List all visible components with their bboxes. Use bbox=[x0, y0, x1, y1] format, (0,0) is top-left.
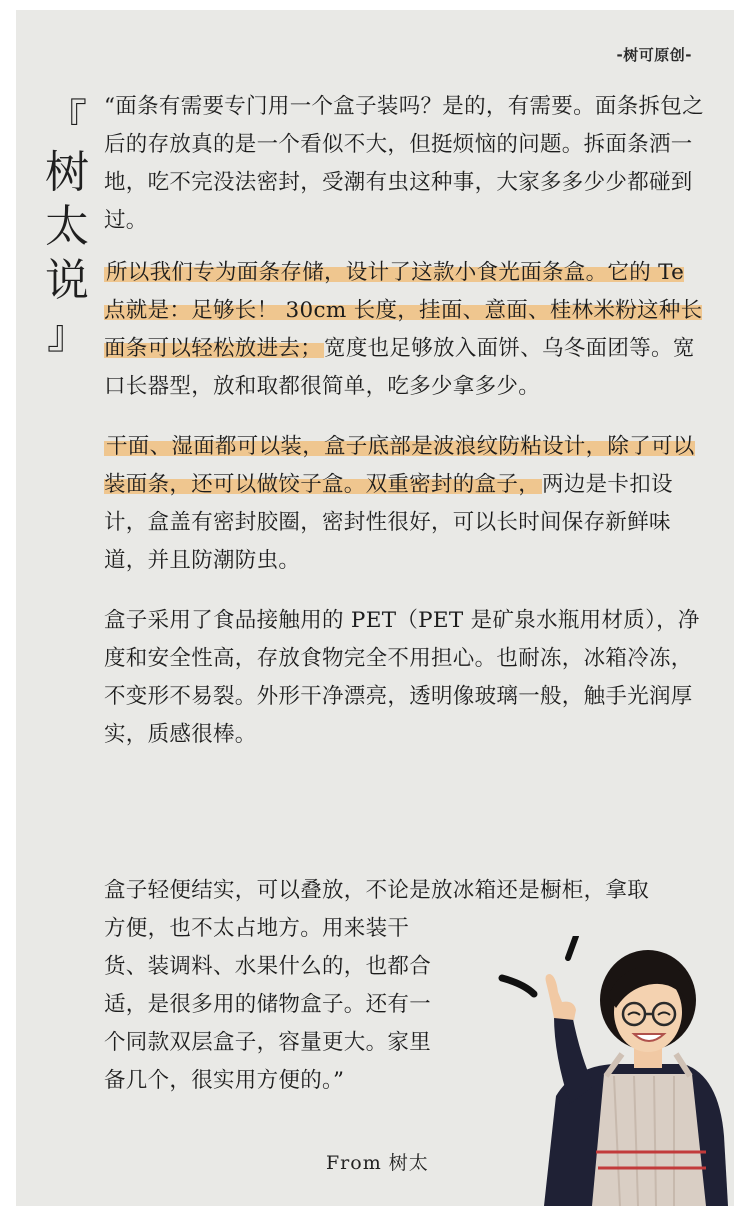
author-illustration bbox=[484, 936, 734, 1206]
original-tag: -树可原创- bbox=[616, 46, 692, 64]
highlight-length: 所以我们专为面条存储，设计了这款小食光面条盒。它的 Te 点就是：足够长！ 30cm 长度，挂面、意面、桂林米粉这种长面条可以轻松放进去； bbox=[104, 260, 703, 361]
paragraph-material: 盒子采用了食品接触用的 PET（PET 是矿泉水瓶用材质），净度和安全性高，存放食物完全不用担心。也耐冻，冰箱冷冻，不变形不易裂。外形干净漂亮，透明像玻璃一般，触手光润厚实，质感很棒。 bbox=[104, 608, 700, 747]
paragraph-intro: “面条有需要专门用一个盒子装吗？是的，有需要。面条拆包之后的存放真的是一个看似不大，但挺烦恼的问题。拆面条洒一地，吃不完没法密封，受潮有虫这种事，大家多多少少都碰到过。 bbox=[104, 94, 704, 233]
paragraph-seal-rest: 两边是卡扣设计，盒盖有密封胶圈，密封性很好，可以长时间保存新鲜味道，并且防潮防虫。 bbox=[104, 472, 673, 573]
highlight-seal: 干面、湿面都可以装，盒子底部是波浪纹防粘设计，除了可以装面条，还可以做饺子盒。双重密封的盒子， bbox=[104, 434, 695, 497]
paragraph-length bbox=[104, 254, 704, 406]
side-title-char-1: 树 bbox=[45, 147, 89, 198]
article-body bbox=[104, 88, 704, 754]
side-title-char-3: 说 bbox=[45, 255, 89, 306]
paragraph-seal bbox=[104, 428, 704, 580]
side-title-char-2: 太 bbox=[45, 201, 89, 252]
paragraph-usage-rest: 方便，也不太占地方。用来装干货、装调料、水果什么的，也都合适，是很多用的储物盒子。还有一个同款双层盒子，容量更大。家里备几个，很实用方便的。” bbox=[104, 916, 432, 1093]
side-title-open-bracket: 『 bbox=[47, 96, 87, 142]
side-title-close-bracket: 』 bbox=[47, 312, 87, 358]
article-card bbox=[16, 10, 734, 1206]
signature: From 树太 bbox=[326, 1152, 429, 1174]
paragraph-length-rest: 宽度也足够放入面饼、乌冬面团等。宽口长器型，放和取都很简单，吃多少拿多少。 bbox=[104, 336, 695, 399]
side-title bbox=[40, 92, 94, 362]
paragraph-usage-line1: 盒子轻便结实，可以叠放，不论是放冰箱还是橱柜，拿取 bbox=[104, 878, 650, 903]
